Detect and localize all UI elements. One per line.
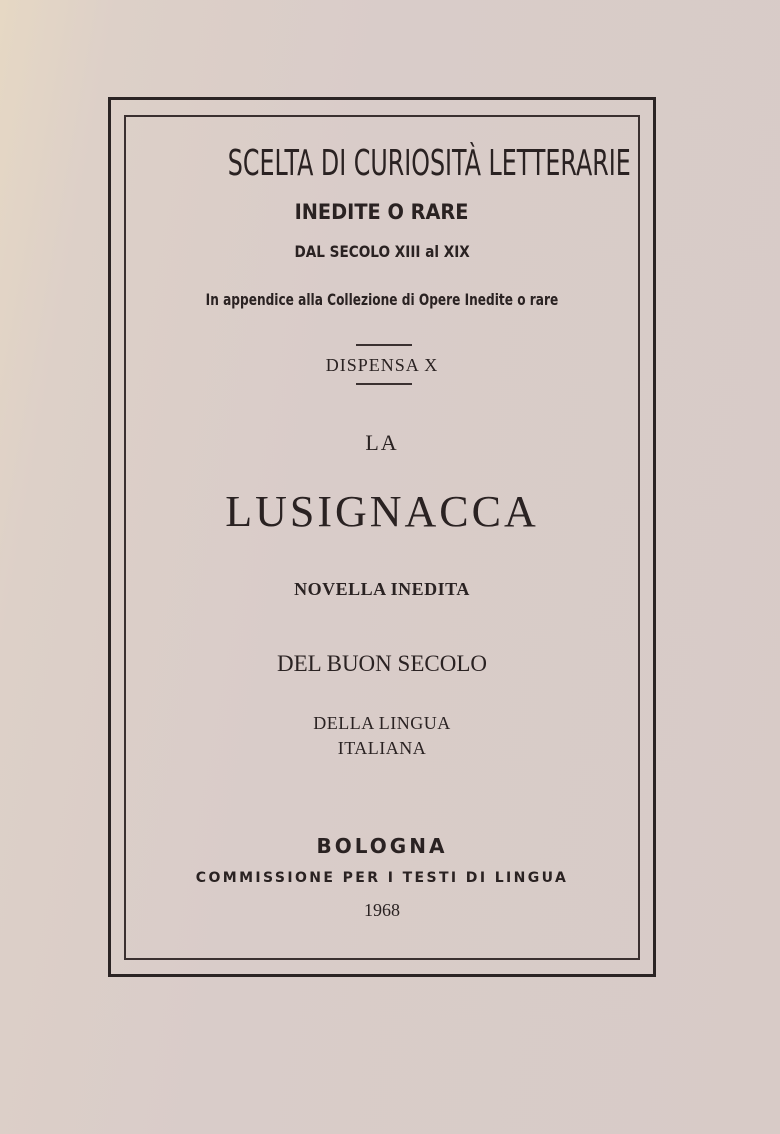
series-subtitle [124, 200, 640, 224]
genre-label: NOVELLA INEDITA [294, 579, 470, 599]
dispensa-label: DISPENSA X [325, 355, 439, 375]
series-period-text: DAL SECOLO XIII al XIX [294, 242, 470, 261]
language-line-1: DELLA LINGUA [313, 713, 451, 733]
rule-below-dispensa [356, 383, 412, 385]
era-label: DEL BUON SECOLO [277, 651, 487, 676]
series-appendix-text: In appendice alla Collezione di Opere Inedite o rare [205, 290, 559, 309]
series-period [124, 242, 640, 261]
language-line-2: ITALIANA [337, 738, 427, 758]
imprint-city: BOLOGNA [316, 834, 448, 858]
imprint-year: 1968 [364, 900, 400, 920]
series-appendix [124, 290, 640, 309]
series-title-text: SCELTA DI CURIOSITÀ LETTERARIE [227, 143, 631, 184]
rule-above-dispensa [356, 344, 412, 346]
title-article: LA [365, 430, 399, 455]
series-title [124, 143, 640, 184]
book-title: LUSIGNACCA [225, 487, 539, 536]
series-subtitle-text: INEDITE O RARE [295, 200, 469, 224]
imprint-publisher: COMMISSIONE PER I TESTI DI LINGUA [195, 870, 569, 886]
